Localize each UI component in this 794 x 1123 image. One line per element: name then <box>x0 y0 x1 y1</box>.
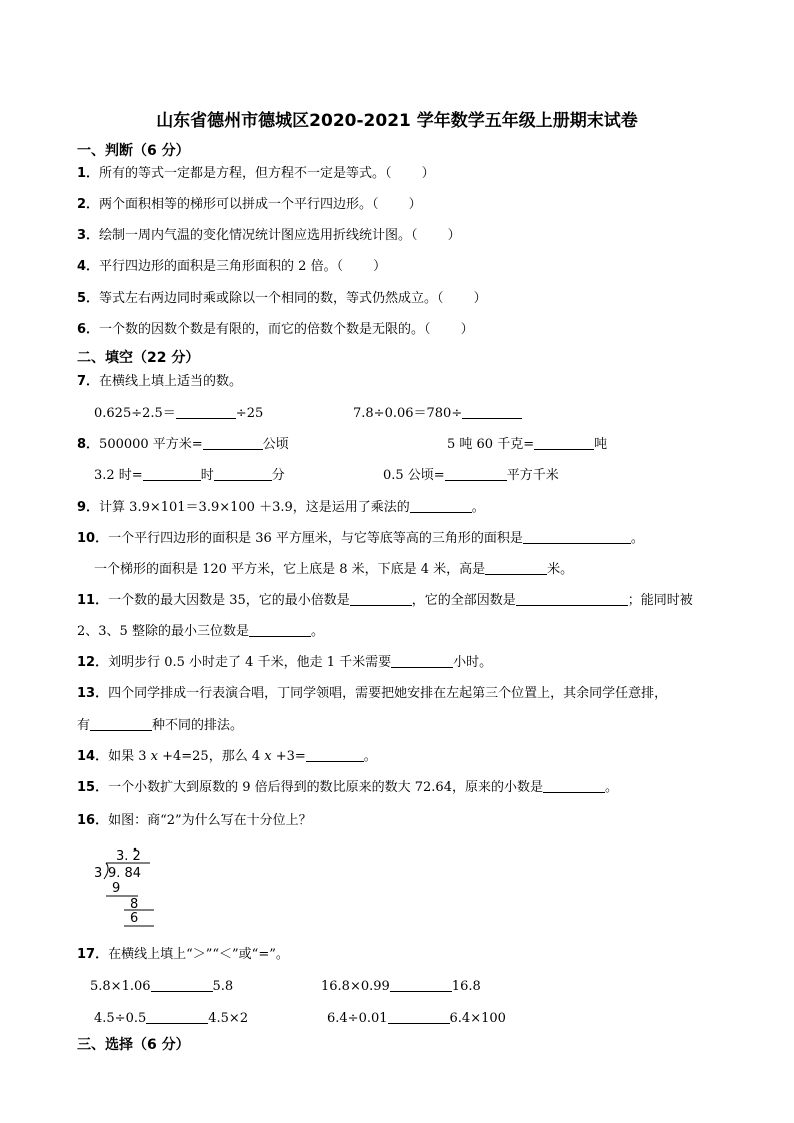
answer-blank[interactable] <box>203 435 263 450</box>
page-title: 山东省德州市德城区2020-2021 学年数学五年级上册期末试卷 <box>156 111 638 131</box>
divisor-text: 3 <box>94 866 103 881</box>
quotient-text: 3. 2 <box>116 849 141 864</box>
answer-blank[interactable] <box>445 466 507 481</box>
answer-blank[interactable] <box>249 622 311 637</box>
fill-item-11: 11．一个数的最大因数是 35，它的最小倍数是 ，它的全部因数是 ；能同时被 <box>77 593 693 608</box>
answer-blank[interactable] <box>350 591 412 606</box>
fill-item-7: 7．在横线上填上适当的数。 <box>77 374 243 389</box>
q7-expr-b: 7.8÷0.06＝780÷ <box>353 404 522 423</box>
partial-product-1: 9 <box>112 881 121 896</box>
judge-item-5: 5．等式左右两边同时乘或除以一个相同的数，等式仍然成立。（ ） <box>77 291 487 306</box>
fill-item-12: 12．刘明步行 0.5 小时走了 4 千米，他走 1 千米需要 小时。 <box>77 655 493 670</box>
answer-blank[interactable] <box>146 1009 208 1024</box>
fill-item-10-part2: 一个梯形的面积是 120 平方米，它上底是 8 米，下底是 4 米，高是 米。 <box>94 562 574 577</box>
remainder-1: 8 <box>130 897 139 912</box>
q8-expr-c: 3.2 时= 时 分 <box>94 468 285 483</box>
fill-item-9: 9．计算 3.9×101＝3.9×100 ＋3.9，这是运用了乘法的 。 <box>77 500 485 515</box>
answer-blank[interactable] <box>534 435 594 450</box>
fill-item-11-part2: 2、3、5 整除的最小三位数是 。 <box>77 624 324 639</box>
answer-blank[interactable] <box>516 591 628 606</box>
answer-blank[interactable] <box>410 498 472 513</box>
q8-expr-b: 5 吨 60 千克= 吨 <box>447 437 608 452</box>
long-division-figure <box>86 846 166 928</box>
remainder-2: 6 <box>130 911 139 926</box>
fill-item-14: 14．如果 3 𝑥 +4=25，那么 4 𝑥 +3= 。 <box>77 749 377 764</box>
judge-item-3: 3．绘制一周内气温的变化情况统计图应选用折线统计图。（ ） <box>77 228 461 243</box>
answer-blank[interactable] <box>306 747 364 762</box>
answer-blank[interactable] <box>143 466 201 481</box>
answer-blank[interactable] <box>214 466 272 481</box>
section-heading-judge: 一、判断（6 分） <box>77 143 190 159</box>
answer-blank[interactable] <box>485 560 547 575</box>
fill-item-13: 13．四个同学排成一行表演合唱，丁同学领唱，需要把她安排在左起第三个位置上，其余同学任意排， <box>77 686 668 701</box>
answer-blank[interactable] <box>176 404 236 419</box>
fill-item-8: 8．500000 平方米= 公顷 <box>77 437 289 452</box>
answer-blank[interactable] <box>388 1009 450 1024</box>
judge-item-1: 1．所有的等式一定都是方程，但方程不一定是等式。（ ） <box>77 166 435 181</box>
fill-item-17: 17．在横线上填上“＞”“＜”或“=”。 <box>77 947 289 962</box>
fill-item-16: 16．如图：商“2”为什么写在十分位上？ <box>77 813 312 828</box>
section-heading-fill: 二、填空（22 分） <box>77 350 200 366</box>
answer-blank[interactable] <box>391 653 453 668</box>
fill-item-13-part2: 有 种不同的排法。 <box>77 718 244 733</box>
answer-blank[interactable] <box>462 404 522 419</box>
q17-compare-c: 4.5÷0.5 4.5×2 <box>94 1011 249 1026</box>
judge-item-6: 6．一个数的因数个数是有限的，而它的倍数个数是无限的。（ ） <box>77 322 474 337</box>
q17-compare-b: 16.8×0.99 16.8 <box>321 979 481 994</box>
answer-blank[interactable] <box>390 977 452 992</box>
section-heading-choice: 三、选择（6 分） <box>77 1037 190 1053</box>
q8-expr-d: 0.5 公顷= 平方千米 <box>383 468 559 483</box>
q17-compare-a: 5.8×1.06 5.8 <box>90 979 234 994</box>
answer-blank[interactable] <box>543 778 605 793</box>
judge-item-2: 2．两个面积相等的梯形可以拼成一个平行四边形。（ ） <box>77 197 422 212</box>
answer-blank[interactable] <box>151 977 213 992</box>
fill-item-15: 15．一个小数扩大到原数的 9 倍后得到的数比原来的数大 72.64，原来的小数是 。 <box>77 780 618 795</box>
dividend-text: 9. 84 <box>108 866 142 881</box>
answer-blank[interactable] <box>523 529 631 544</box>
judge-item-4: 4．平行四边形的面积是三角形面积的 2 倍。（ ） <box>77 259 387 274</box>
q7-expr-a: 0.625÷2.5＝ ÷25 <box>94 406 264 421</box>
fill-item-10: 10．一个平行四边形的面积是 36 平方厘米，与它等底等高的三角形的面积是 。 <box>77 531 644 546</box>
q17-compare-d: 6.4÷0.01 6.4×100 <box>327 1011 506 1026</box>
answer-blank[interactable] <box>90 716 152 731</box>
